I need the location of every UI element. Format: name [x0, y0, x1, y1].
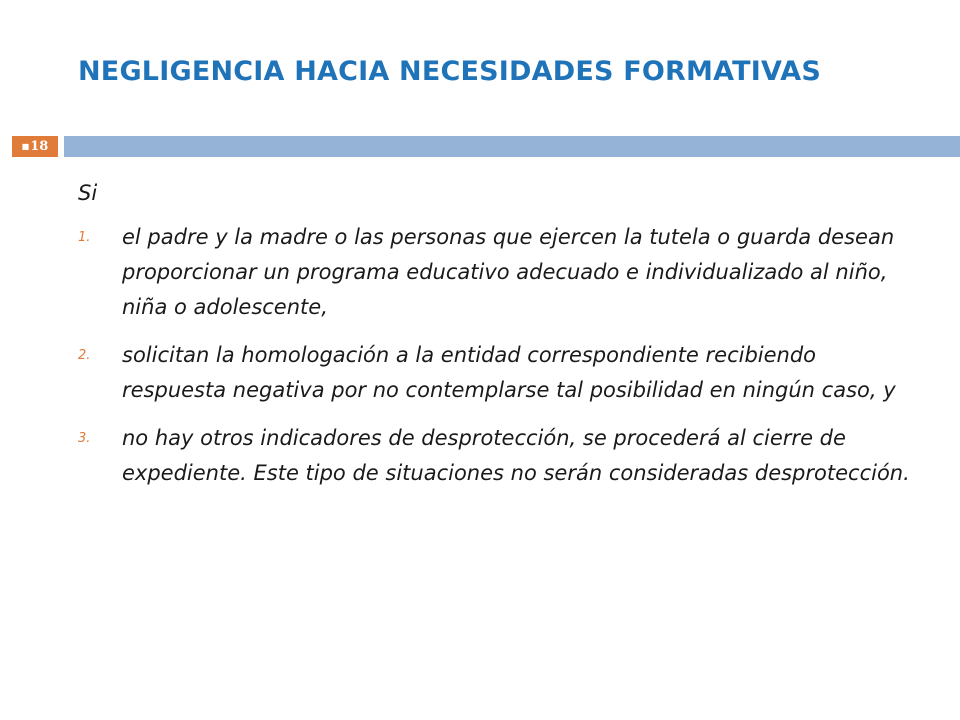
list-item [78, 338, 918, 408]
list-item-text: el padre y la madre o las personas que ejercen la tutela o guarda desean proporcionar un programa educativo adecuado e individualizado al niño, niña o adolescente, [122, 225, 895, 319]
list-item-text: no hay otros indicadores de desprotección, se procederá al cierre de expediente. Este tipo de situaciones no serán consideradas desprotección. [122, 426, 910, 485]
list-item [78, 220, 918, 325]
slide-number: 18 [30, 139, 49, 154]
list-item [78, 421, 918, 491]
list-item-number: 2. [78, 348, 91, 363]
list-item-text: solicitan la homologación a la entidad correspondiente recibiendo respuesta negativa por no contemplarse tal posibilidad en ningún caso, y [122, 343, 896, 402]
slide-title: NEGLIGENCIA HACIA NECESIDADES FORMATIVAS [78, 56, 821, 87]
list-item-number: 3. [78, 431, 91, 446]
square-bullet-icon: ■ [21, 141, 30, 151]
header-bar [64, 136, 960, 157]
numbered-list [78, 220, 918, 491]
list-item-number: 1. [78, 230, 91, 245]
slide-body [78, 176, 918, 504]
slide-number-badge [12, 136, 58, 157]
intro-text: Si [78, 181, 98, 205]
